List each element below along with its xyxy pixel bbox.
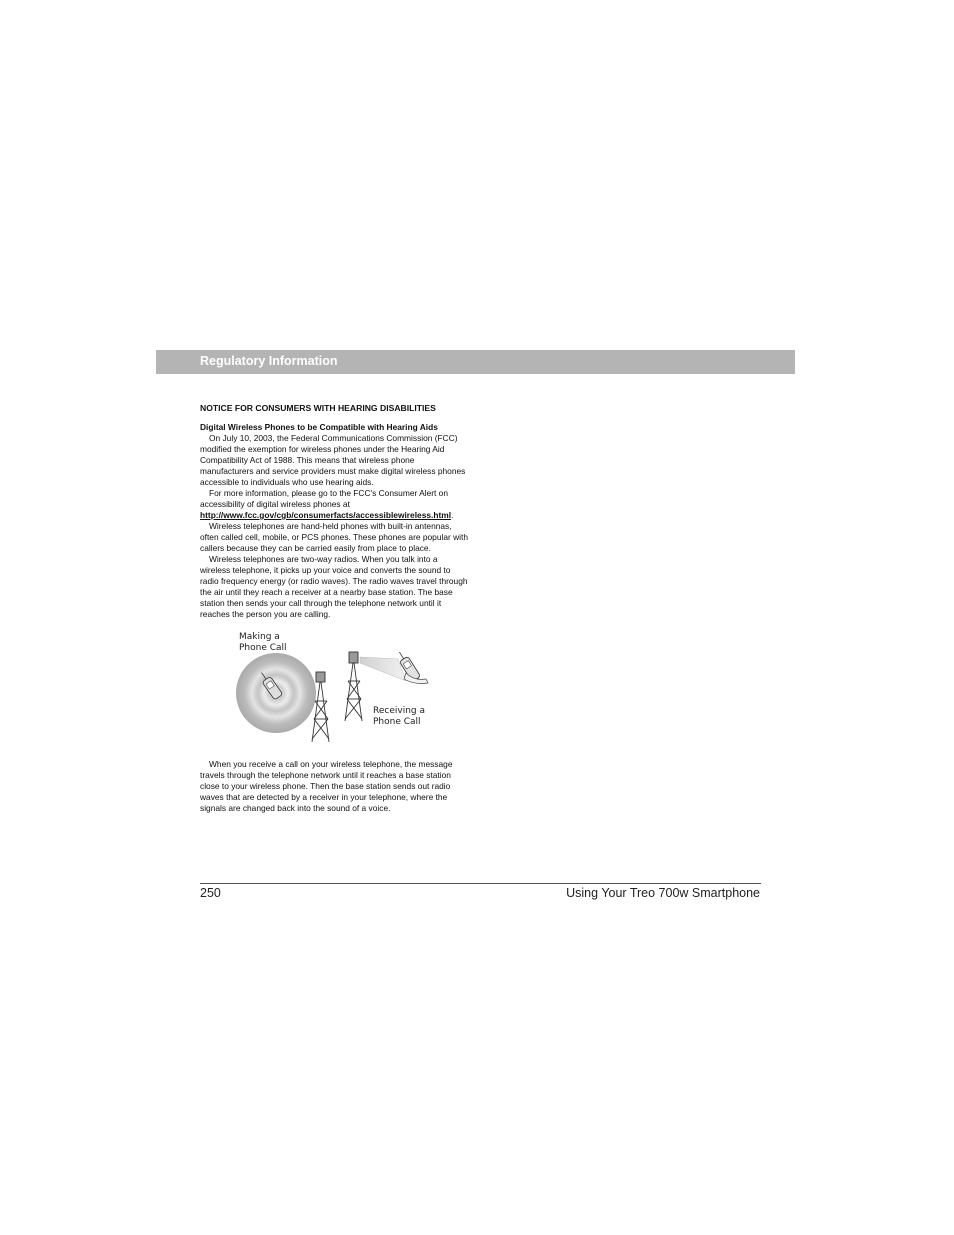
footer-divider [200, 883, 761, 884]
section-header-bar [156, 350, 795, 374]
subheading: Digital Wireless Phones to be Compatible with Hearing Aids [200, 422, 438, 432]
book-title: Using Your Treo 700w Smartphone [566, 886, 760, 900]
receiving-call-label-line2: Phone Call [373, 717, 421, 727]
more-info-suffix: . [451, 510, 454, 520]
paragraph-wireless-phones: Wireless telephones are hand-held phones with built-in antennas, often called cell, mobile, or PCS phones. These phones are popular with callers because they can be carried easily from place to place. [200, 521, 469, 553]
paragraph-two-way-radios: Wireless telephones are two-way radios. When you talk into a wireless telephone, it picks up your voice and converts the sound to radio frequency energy (or radio waves). The radio waves travel through the air until they reach a receiver at a nearby base station. The base station then sends your call through the telephone network until it reaches the person you are calling. [200, 554, 468, 619]
section-title: Regulatory Information [200, 354, 338, 368]
phone-call-illustration [200, 629, 470, 747]
paragraph-fcc-exemption: On July 10, 2003, the Federal Communications Commission (FCC) modified the exemption for wireless phones under the Hearing Aid Compatibility Act of 1988. This means that wireless phone manufacturers and service providers must make digital wireless phones accessible to individuals who use hearing aids. [200, 433, 466, 487]
radio-beam [360, 657, 406, 681]
base-station-tower-right [345, 652, 362, 721]
paragraph-more-info [200, 488, 470, 521]
making-call-label-line2: Phone Call [239, 643, 287, 653]
main-content [200, 403, 470, 814]
receiving-call-label-line1: Receiving a [373, 706, 425, 716]
page-number: 250 [200, 886, 221, 900]
fcc-accessibility-link[interactable]: http://www.fcc.gov/cgb/consumerfacts/accessiblewireless.html [200, 510, 452, 520]
more-info-text: For more information, please go to the FCC's Consumer Alert on accessibility of digital wireless phones at [200, 488, 448, 509]
making-call-label-line1: Making a [239, 632, 280, 642]
paragraph-receiving-call: When you receive a call on your wireless telephone, the message travels through the telephone network until it reaches a base station close to your wireless phone. Then the base station sends out radio waves that are detected by a receiver in your telephone, where the signals are changed back into the sound of a voice. [200, 759, 453, 813]
notice-heading: NOTICE FOR CONSUMERS WITH HEARING DISABILITIES [200, 403, 436, 413]
